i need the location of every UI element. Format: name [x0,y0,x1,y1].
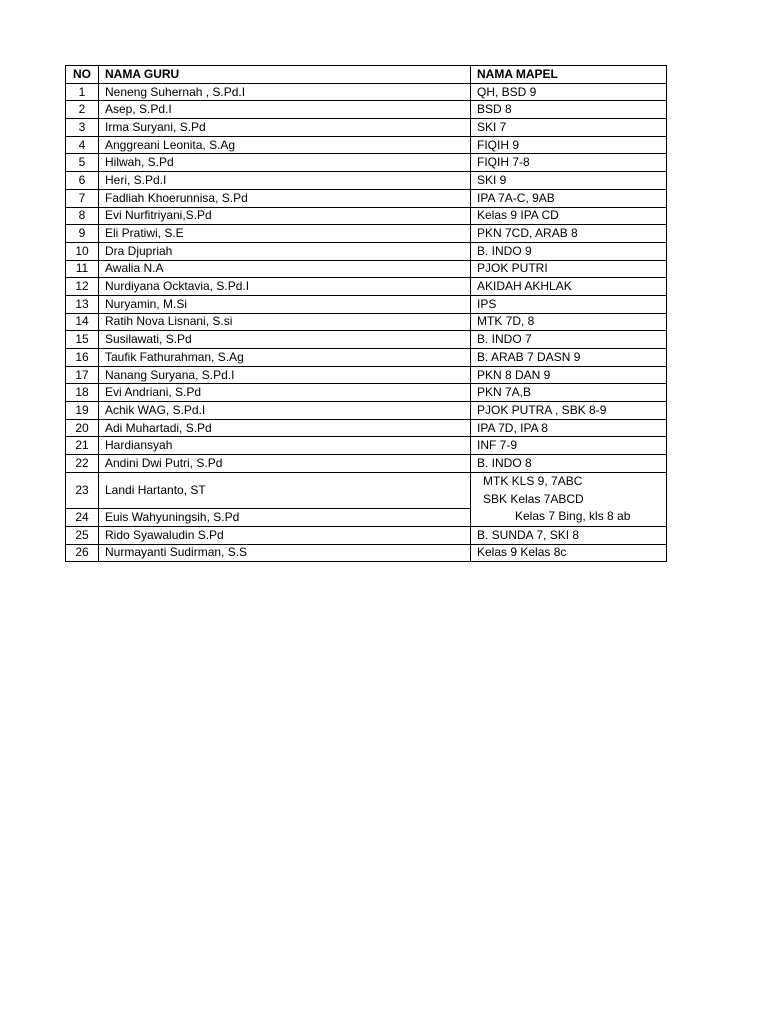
table-row [66,331,667,349]
row-no: 12 [66,278,99,296]
row-no: 3 [66,119,99,137]
row-nama-guru: Euis Wahyuningsih, S.Pd [99,508,471,526]
table-row [66,172,667,190]
table-row [66,225,667,243]
row-nama-mapel: B. SUNDA 7, SKI 8 [471,526,667,544]
row-nama-mapel: B. ARAB 7 DASN 9 [471,349,667,367]
row-no: 26 [66,544,99,562]
row-nama-guru: Nurdiyana Ocktavia, S.Pd.I [99,278,471,296]
row-no: 20 [66,419,99,437]
table-row [66,402,667,420]
merged-mapel-line: Kelas 7 Bing, kls 8 ab [515,509,631,524]
row-no: 2 [66,101,99,119]
table-row [66,189,667,207]
header-no: NO [66,66,99,84]
row-nama-mapel: Kelas 9 IPA CD [471,207,667,225]
table-row [66,83,667,101]
row-no: 8 [66,207,99,225]
row-nama-guru: Awalia N.A [99,260,471,278]
row-no: 9 [66,225,99,243]
table-row [66,136,667,154]
row-nama-mapel: QH, BSD 9 [471,83,667,101]
row-nama-mapel: B. INDO 9 [471,242,667,260]
row-no: 10 [66,242,99,260]
table-row [66,154,667,172]
row-nama-mapel: PKN 8 DAN 9 [471,366,667,384]
row-nama-guru: Nurmayanti Sudirman, S.S [99,544,471,562]
row-nama-guru: Andini Dwi Putri, S.Pd [99,455,471,473]
merged-mapel-line: SBK Kelas 7ABCD [483,491,584,506]
merged-mapel-line: MTK KLS 9, 7ABC [483,473,583,488]
table-row [66,278,667,296]
row-no: 22 [66,455,99,473]
table-row [66,384,667,402]
row-no: 16 [66,349,99,367]
row-nama-mapel: FIQIH 7-8 [471,154,667,172]
row-nama-mapel: SKI 7 [471,119,667,137]
row-nama-mapel: PJOK PUTRI [471,260,667,278]
row-nama-mapel: IPA 7D, IPA 8 [471,419,667,437]
teacher-subject-table [65,65,667,562]
row-no: 13 [66,295,99,313]
row-no: 23 [66,472,99,508]
row-no: 7 [66,189,99,207]
row-nama-guru: Irma Suryani, S.Pd [99,119,471,137]
row-nama-guru: Evi Andriani, S.Pd [99,384,471,402]
row-nama-guru: Eli Pratiwi, S.E [99,225,471,243]
table-row [66,313,667,331]
row-no: 17 [66,366,99,384]
row-no: 21 [66,437,99,455]
table-row [66,349,667,367]
row-no: 5 [66,154,99,172]
table-row [66,437,667,455]
header-nama-mapel: NAMA MAPEL [471,66,667,84]
row-nama-mapel: B. INDO 7 [471,331,667,349]
row-no: 14 [66,313,99,331]
table-row [66,260,667,278]
row-no: 11 [66,260,99,278]
row-no: 19 [66,402,99,420]
row-nama-mapel: Kelas 9 Kelas 8c [471,544,667,562]
row-nama-mapel: IPA 7A-C, 9AB [471,189,667,207]
row-nama-guru: Nanang Suryana, S.Pd.I [99,366,471,384]
row-nama-mapel: BSD 8 [471,101,667,119]
header-nama-guru: NAMA GURU [99,66,471,84]
row-nama-guru: Susilawati, S.Pd [99,331,471,349]
row-nama-guru: Achik WAG, S.Pd.I [99,402,471,420]
row-nama-guru: Evi Nurfitriyani,S.Pd [99,207,471,225]
row-nama-mapel: FIQIH 9 [471,136,667,154]
teacher-subject-sheet [65,65,666,562]
row-nama-guru: Asep, S.Pd.I [99,101,471,119]
table-row [66,419,667,437]
row-nama-mapel: PKN 7CD, ARAB 8 [471,225,667,243]
row-nama-guru: Anggreani Leonita, S.Ag [99,136,471,154]
table-row [66,295,667,313]
row-nama-mapel: AKIDAH AKHLAK [471,278,667,296]
row-no: 6 [66,172,99,190]
row-nama-guru: Taufik Fathurahman, S.Ag [99,349,471,367]
row-nama-mapel: PJOK PUTRA , SBK 8-9 [471,402,667,420]
table-row [66,526,667,544]
row-nama-guru: Ratih Nova Lisnani, S.si [99,313,471,331]
table-row [66,207,667,225]
row-nama-mapel: PKN 7A,B [471,384,667,402]
row-nama-guru: Dra Djupriah [99,242,471,260]
row-no: 24 [66,508,99,526]
row-nama-mapel: MTK 7D, 8 [471,313,667,331]
row-no: 18 [66,384,99,402]
row-no: 1 [66,83,99,101]
row-nama-guru: Hardiansyah [99,437,471,455]
table-header-row [66,66,667,84]
table-row [66,366,667,384]
row-nama-guru: Adi Muhartadi, S.Pd [99,419,471,437]
row-nama-guru: Hilwah, S.Pd [99,154,471,172]
table-row [66,119,667,137]
row-nama-mapel: INF 7-9 [471,437,667,455]
row-no: 15 [66,331,99,349]
row-nama-guru: Neneng Suhernah , S.Pd.I [99,83,471,101]
row-nama-guru: Rido Syawaludin S.Pd [99,526,471,544]
merged-mapel-cell [471,472,667,526]
row-nama-guru: Landi Hartanto, ST [99,472,471,508]
table-row-merged-23 [66,472,667,508]
table-row [66,242,667,260]
row-nama-mapel: B. INDO 8 [471,455,667,473]
row-nama-guru: Nuryamin, M.Si [99,295,471,313]
table-row [66,544,667,562]
table-row [66,455,667,473]
row-no: 4 [66,136,99,154]
row-nama-mapel: SKI 9 [471,172,667,190]
table-row [66,101,667,119]
row-no: 25 [66,526,99,544]
row-nama-guru: Heri, S.Pd.I [99,172,471,190]
row-nama-mapel: IPS [471,295,667,313]
row-nama-guru: Fadliah Khoerunnisa, S.Pd [99,189,471,207]
